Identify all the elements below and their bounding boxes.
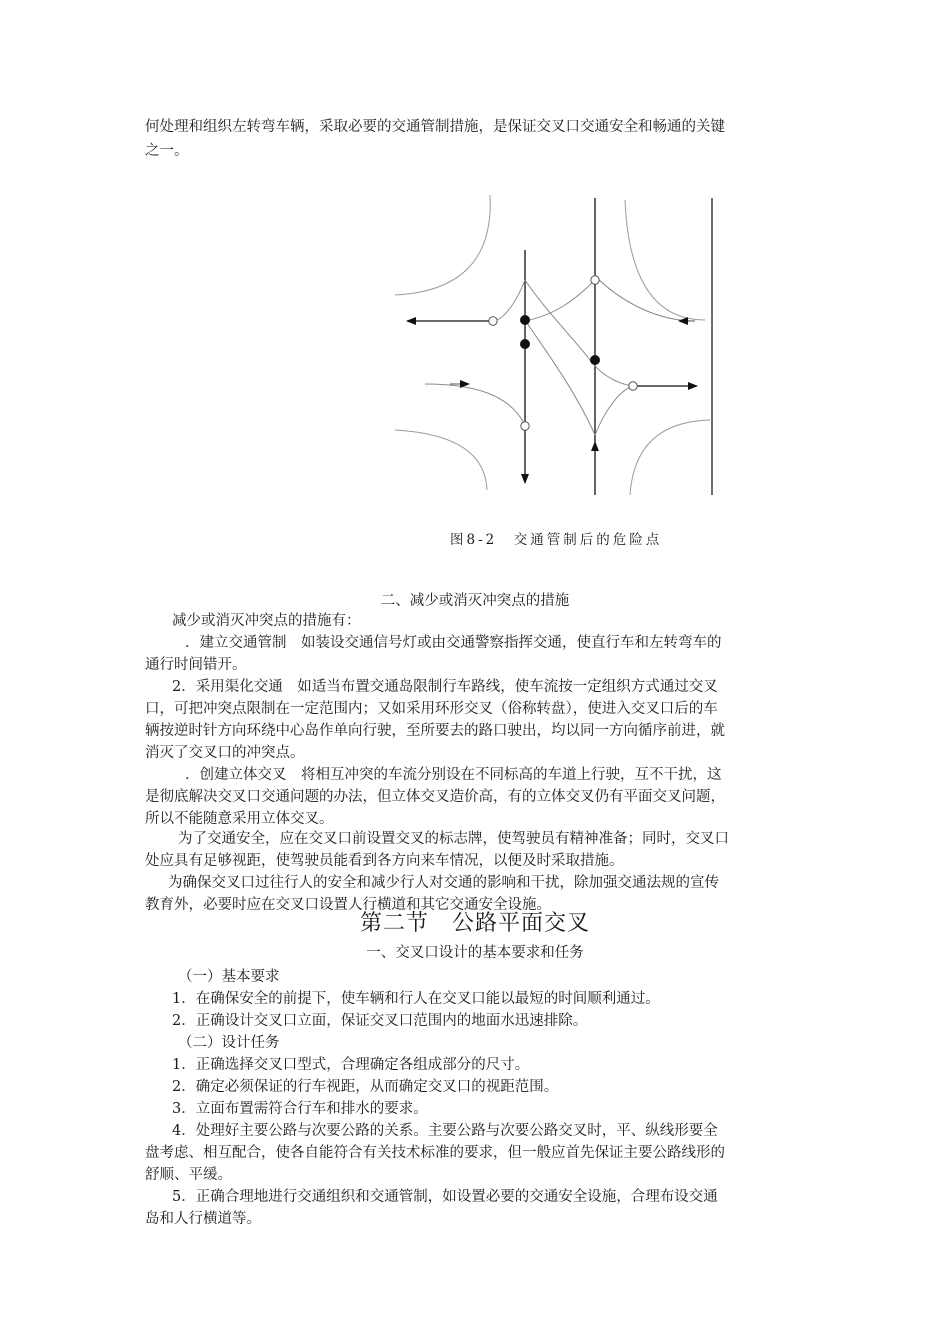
left-turn-path-b (493, 280, 525, 321)
curb-top-left (395, 195, 490, 295)
paragraph-line: ．建立交通管制 如装设交通信号灯或由交通警察指挥交通，使直行车和左转弯车的 (185, 635, 722, 651)
left-turn-path-c (525, 320, 595, 435)
intersection-conflict-diagram (385, 190, 725, 500)
curb-bottom-right (630, 420, 710, 495)
paragraph-line: 1．在确保安全的前提下，使车辆和行人在交叉口能以最短的时间顺利通过。 (172, 991, 660, 1007)
paragraph-line: 教育外，必要时应在交叉口设置人行横道和其它交通安全设施。 (145, 897, 551, 913)
conflict-point-crossing (520, 315, 530, 325)
paragraph-line: 通行时间错开。 (145, 657, 247, 673)
paragraph-line: 3．立面布置需符合行车和排水的要求。 (172, 1101, 428, 1117)
section-heading: 二、减少或消灭冲突点的措施 (380, 593, 570, 609)
paragraph-line: 为了交通安全，应在交叉口前设置交叉的标志牌，使驾驶员有精神准备；同时，交叉口 (178, 831, 729, 847)
paragraph-line: ．创建立体交叉 将相互冲突的车流分别设在不同标高的车道上行驶，互不干扰，这 (185, 767, 722, 783)
conflict-point-merge (591, 276, 599, 284)
conflict-point-merge (521, 422, 529, 430)
subsection-heading: （一）基本要求 (178, 969, 280, 985)
approach-path-west (425, 384, 525, 425)
conflict-point-merge (629, 382, 637, 390)
curb-top-right (625, 200, 705, 320)
left-turn-path-d (595, 386, 633, 435)
paragraph-line: 2．正确设计交叉口立面，保证交叉口范围内的地面水迅速排除。 (172, 1013, 588, 1029)
paragraph-line: 所以不能随意采用立体交叉。 (145, 811, 334, 827)
section-heading: 一、交叉口设计的基本要求和任务 (366, 945, 584, 961)
paragraph-line: 处应具有足够视距，使驾驶员能看到各方向来车情况，以便及时采取措施。 (145, 853, 624, 869)
paragraph-line: 何处理和组织左转弯车辆，采取必要的交通管制措施，是保证交叉口交通安全和畅通的关键 (145, 119, 725, 135)
paragraph-line: 岛和人行横道等。 (145, 1211, 261, 1227)
paragraph-line: 减少或消灭冲突点的措施有： (172, 613, 361, 629)
curb-bottom-left (395, 430, 487, 490)
paragraph-line: 为确保交叉口过往行人的安全和减少行人对交通的影响和干扰，除加强交通法规的宣传 (168, 875, 719, 891)
conflict-point-merge (489, 317, 497, 325)
paragraph-line: 2．确定必须保证的行车视距，从而确定交叉口的视距范围。 (172, 1079, 559, 1095)
paragraph-line: 是彻底解决交叉口交通问题的办法，但立体交叉造价高，有的立体交叉仍有平面交叉问题， (145, 789, 725, 805)
paragraph-line: 口，可把冲突点限制在一定范围内；又如采用环形交叉（俗称转盘），使进入交叉口后的车 (145, 701, 718, 717)
paragraph-line: 消灭了交叉口的冲突点。 (145, 745, 305, 761)
paragraph-line: 1．正确选择交叉口型式，合理确定各组成部分的尺寸。 (172, 1057, 530, 1073)
right-turn-path (525, 280, 595, 321)
figure-caption: 图8-2 交通管制后的危险点 (450, 532, 663, 548)
paragraph-line: 4．处理好主要公路与次要公路的关系。主要公路与次要公路交叉时，平、纵线形要全 (172, 1123, 718, 1139)
paragraph-line: 盘考虑、相互配合，使各自能符合有关技术标准的要求，但一般应首先保证主要公路线形的 (145, 1145, 725, 1161)
left-turn-path-a (525, 280, 633, 386)
paragraph-line: 2．采用渠化交通 如适当布置交通岛限制行车路线，使车流按一定组织方式通过交叉 (172, 679, 718, 695)
paragraph-line: 5．正确合理地进行交通组织和交通管制，如设置必要的交通安全设施，合理布设交通 (172, 1189, 718, 1205)
paragraph-line: 辆按逆时针方向环绕中心岛作单向行驶，至所要去的路口驶出，均以同一方向循序前进，就 (145, 723, 725, 739)
approach-path-east (597, 278, 695, 321)
chapter-title: 第二节 公路平面交叉 (359, 911, 590, 936)
conflict-point-crossing (520, 339, 530, 349)
paragraph-line: 舒顺、平缓。 (145, 1167, 232, 1183)
paragraph-line: 之一。 (145, 143, 189, 159)
subsection-heading: （二）设计任务 (178, 1035, 280, 1051)
conflict-point-crossing (590, 355, 600, 365)
